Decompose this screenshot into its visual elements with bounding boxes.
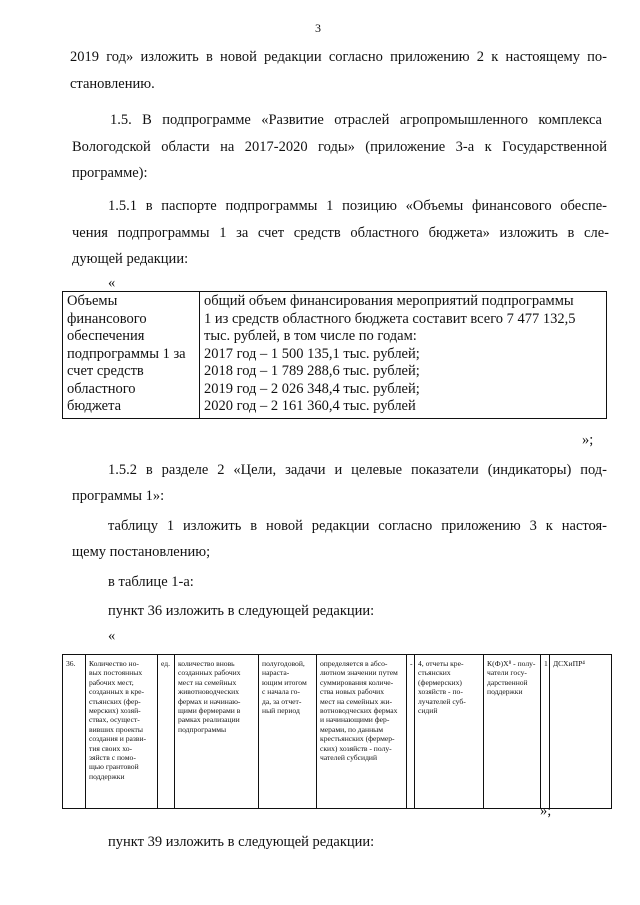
table-row: [63, 655, 612, 809]
value-line: общий объем финансирования мероприятий подпрограммы: [204, 293, 574, 309]
value-line: 2018 год – 1 789 288,6 тыс. рублей;: [204, 363, 420, 379]
funding-table: [62, 291, 607, 419]
paragraph-line: 2019 год» изложить в новой редакции согласно приложению 2 к настоящему по-: [70, 49, 607, 65]
value-line: 2019 год – 2 026 348,4 тыс. рублей;: [204, 380, 420, 397]
paragraph-line: пункт 36 изложить в следующей редакции:: [108, 603, 375, 619]
label-line: обеспечения: [67, 328, 145, 344]
label-line: Объемы: [67, 293, 118, 309]
paragraph-line: 1.5.1 в паспорте подпрограммы 1 позицию «Объемы финансового обеспе-: [108, 198, 607, 214]
paragraph-line: Вологодской области на 2017-2020 годы» (приложение 3-а к Государственной: [72, 139, 607, 155]
paragraph-line: программы 1»:: [72, 488, 165, 504]
closing-quote: »;: [582, 432, 594, 448]
paragraph-line: становлению.: [70, 76, 155, 92]
paragraph-line: щему постановлению;: [72, 544, 211, 560]
page-number: 3: [315, 21, 321, 35]
responsible-cell: ДСХиПР⁴: [550, 655, 612, 809]
table-row: [63, 292, 607, 419]
label-line: областного: [67, 380, 136, 397]
observation-object-cell: К(Ф)Х⁸ - полу- чатели госу- дарственной поддержки: [484, 655, 541, 809]
opening-quote: «: [108, 275, 116, 291]
label-line: счет средств: [67, 363, 144, 379]
label-line: финансового: [67, 310, 147, 327]
definition-cell: количество вновь созданных рабочих мест на семейных животноводческих фермах и начинаю- щими фермерами в рамках реализации подпрограммы: [175, 655, 259, 809]
item-36-table: [62, 654, 612, 809]
value-line: 1 из средств областного бюджета составит всего 7 477 132,5: [204, 310, 576, 327]
label-line: подпрограммы 1 за: [67, 345, 186, 362]
paragraph-line: 1.5. В подпрограмме «Развитие отраслей агропромышленного комплекса: [110, 112, 602, 128]
paragraph-line: дующей редакции:: [72, 251, 189, 267]
paragraph-line: в таблице 1-а:: [108, 574, 194, 590]
item-number-cell: 36.: [63, 655, 86, 809]
value-line: 2020 год – 2 161 360,4 тыс. рублей: [204, 398, 416, 414]
indicator-name-cell: Количество но- вых постоянных рабочих мест, созданных в кре- стьянских (фер- мерских) хозяй- ствах, осущест- вивших проекты создания и разви- тия своих хо- зяйств с помо- щью грантовой поддержки: [86, 655, 158, 809]
opening-quote: «: [108, 628, 116, 644]
paragraph-line: 1.5.2 в разделе 2 «Цели, задачи и целевые показатели (индикаторы) под-: [108, 462, 607, 478]
data-source-cell: 4, отчеты кре- стьянских (фермерских) хозяйств - по- лучателей суб- сидий: [415, 655, 484, 809]
paragraph-line: пункт 39 изложить в следующей редакции:: [108, 834, 375, 850]
calculation-method-cell: определяется в абсо- лютном значении путем суммирования количе- ства новых рабочих мест на семейных жи- вотноводческих фермах и начинающими фер- мерами, по данным крестьянских (фермер- ских) хозяйств - полу- чателей субсидий: [317, 655, 407, 809]
paragraph-line: чения подпрограммы 1 за счет средств областного бюджета» изложить в сле-: [72, 225, 609, 241]
paragraph-line: программе):: [72, 165, 148, 181]
value-line: тыс. рублей, в том числе по годам:: [204, 328, 417, 344]
unit-cell: ед.: [158, 655, 175, 809]
dash-cell: -: [407, 655, 415, 809]
value-line: 2017 год – 1 500 135,1 тыс. рублей;: [204, 345, 420, 362]
label-line: бюджета: [67, 398, 122, 414]
funding-label-cell: [63, 292, 200, 419]
coverage-cell: 1: [541, 655, 550, 809]
closing-quote: »;: [540, 803, 552, 819]
periodicity-cell: полугодовой, нараста- ющим итогом с начала го- да, за отчет- ный период: [259, 655, 317, 809]
paragraph-line: таблицу 1 изложить в новой редакции согласно приложению 3 к настоя-: [108, 518, 607, 534]
funding-value-cell: [200, 292, 607, 419]
